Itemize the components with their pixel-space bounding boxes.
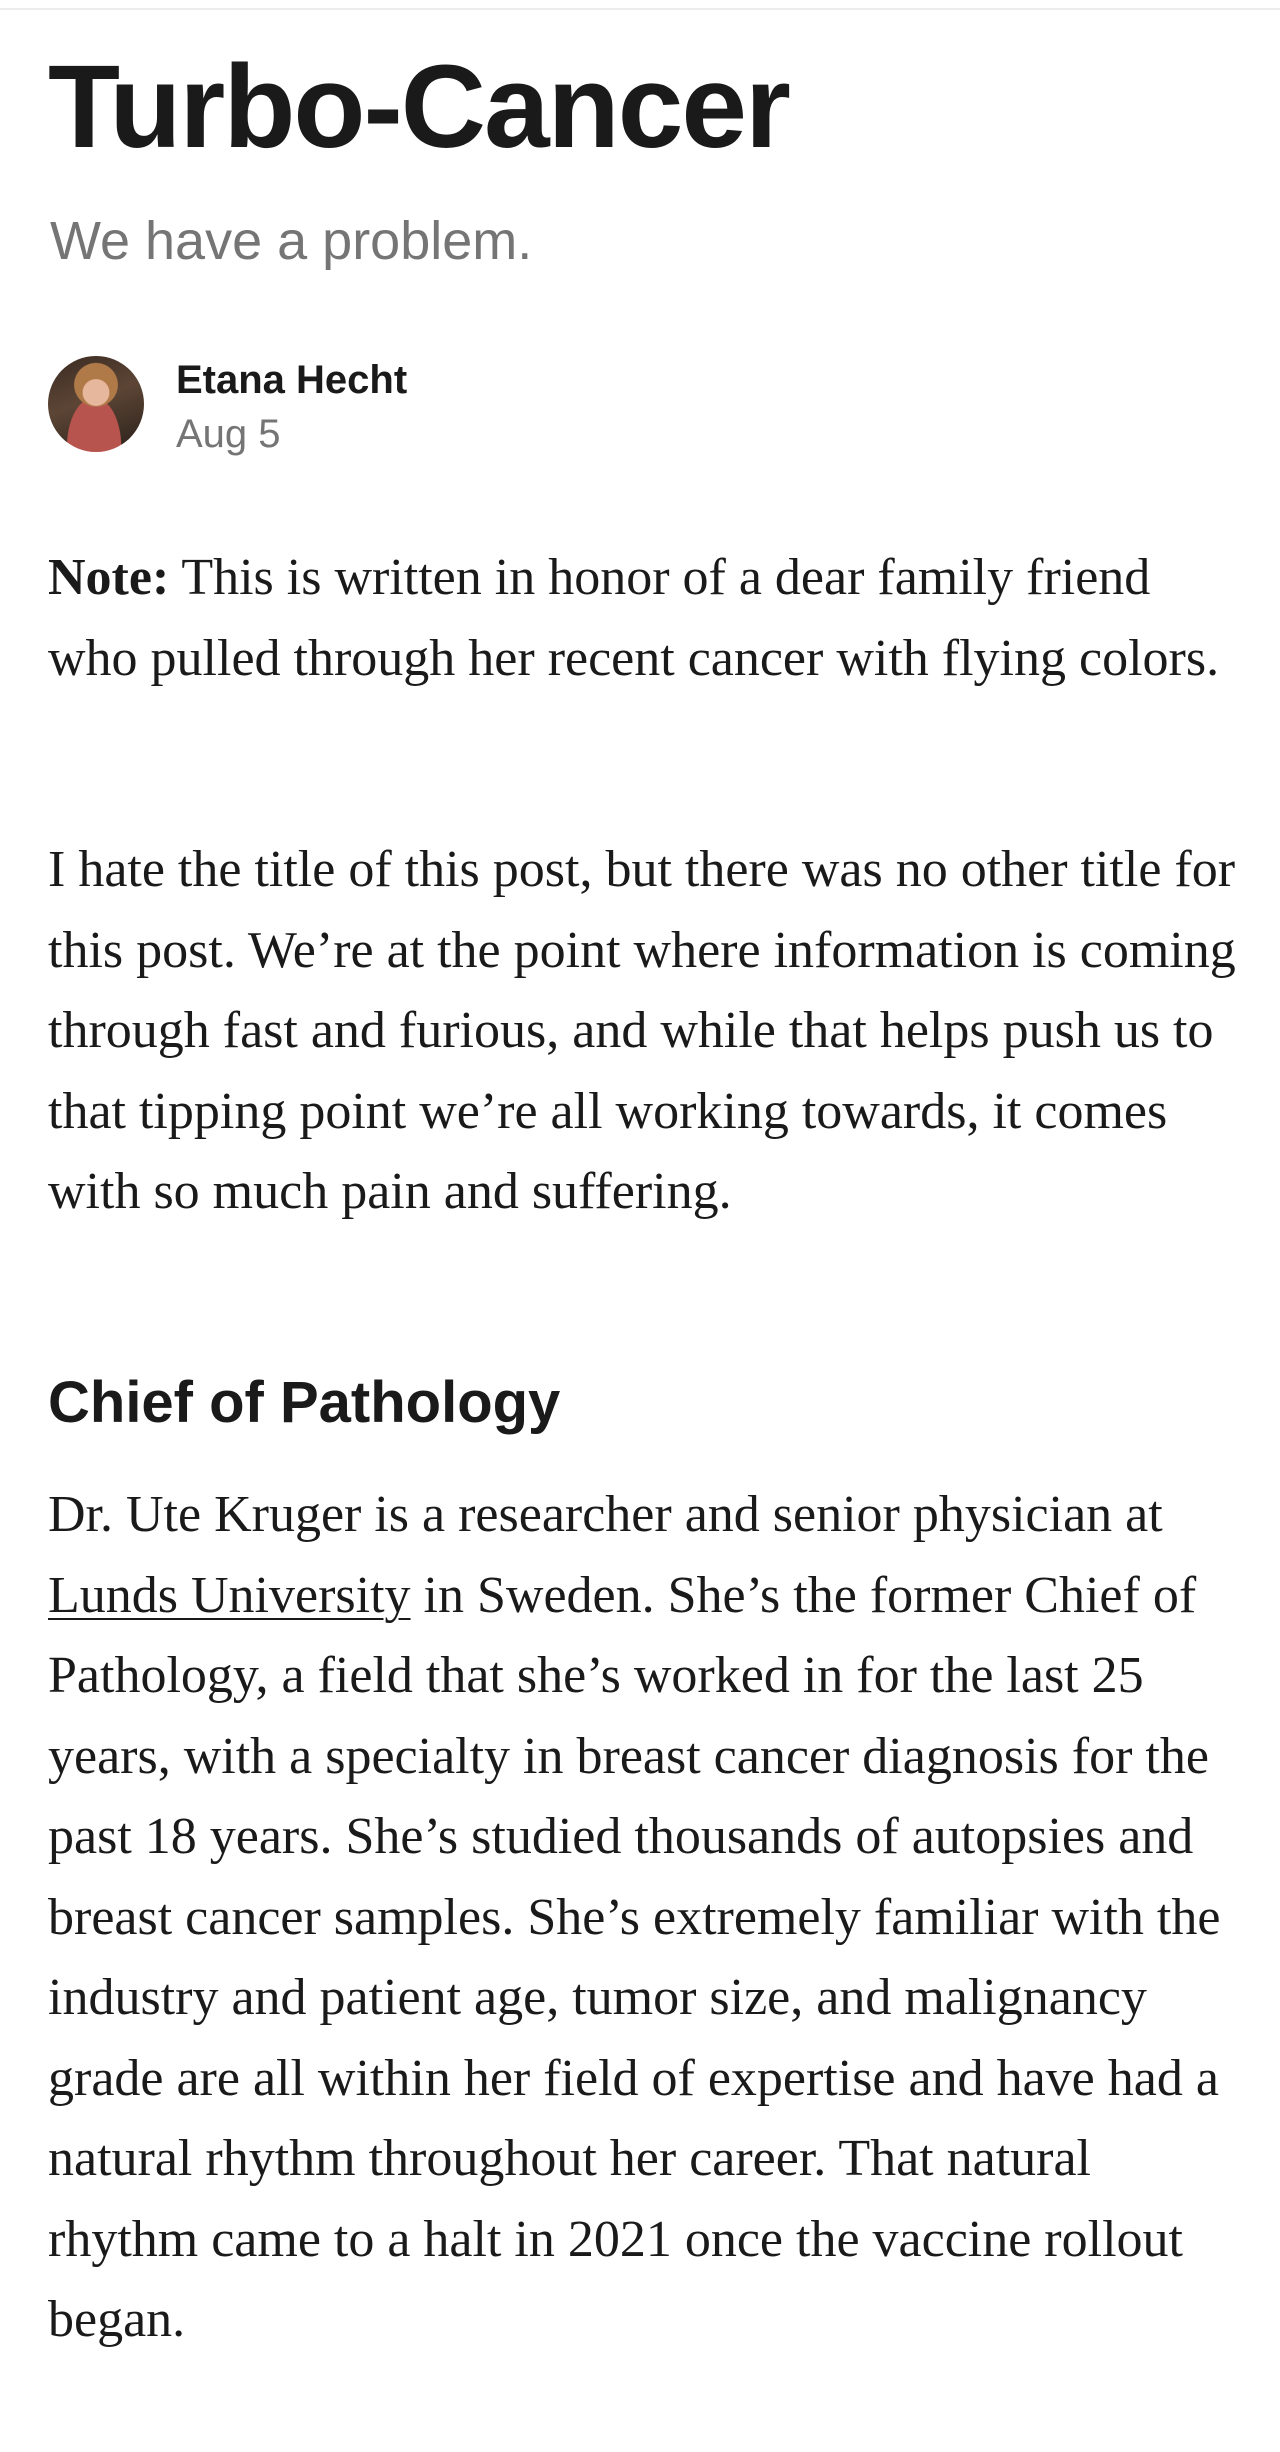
kruger-text-after-link: in Sweden. She’s the former Chief of Pathology, a field that she’s worked in for the last 25 years, with a specialty in breast cancer diagnosis for the past 18 years. She’s studied thousands of autopsies and breast cancer samples. She’s extremely familiar with the industry and patient age, tumor size, and malignancy grade are all within her field of expertise and have had a natural rhythm throughout her career. That natural rhythm came to a halt in 2021 once the vaccine rollout began. [48,1566,1221,2348]
note-label: Note: [48,549,170,606]
post-title: Turbo-Cancer [48,41,789,173]
post-date: Aug 5 [176,412,281,456]
kruger-paragraph [48,1475,1238,2361]
note-text: This is written in honor of a dear family friend who pulled through her recent cancer with flying colors. [48,549,1220,687]
post-subtitle: We have a problem. [50,211,533,271]
intro-paragraph: I hate the title of this post, but there was no other title for this post. We’re at the point where information is coming through fast and furious, and while that helps push us to that tipping point we’re all working towards, it comes with so much pain and suffering. [48,841,1236,1220]
kruger-text-before-link: Dr. Ute Kruger is a researcher and senior physician at [48,1486,1163,1543]
note-paragraph [48,538,1238,699]
section-heading: Chief of Pathology [48,1370,561,1435]
lunds-university-link[interactable]: Lunds University [48,1566,411,1624]
author-name[interactable]: Etana Hecht [176,358,408,402]
author-avatar[interactable] [48,356,144,452]
top-divider [0,8,1280,10]
byline [48,356,848,456]
